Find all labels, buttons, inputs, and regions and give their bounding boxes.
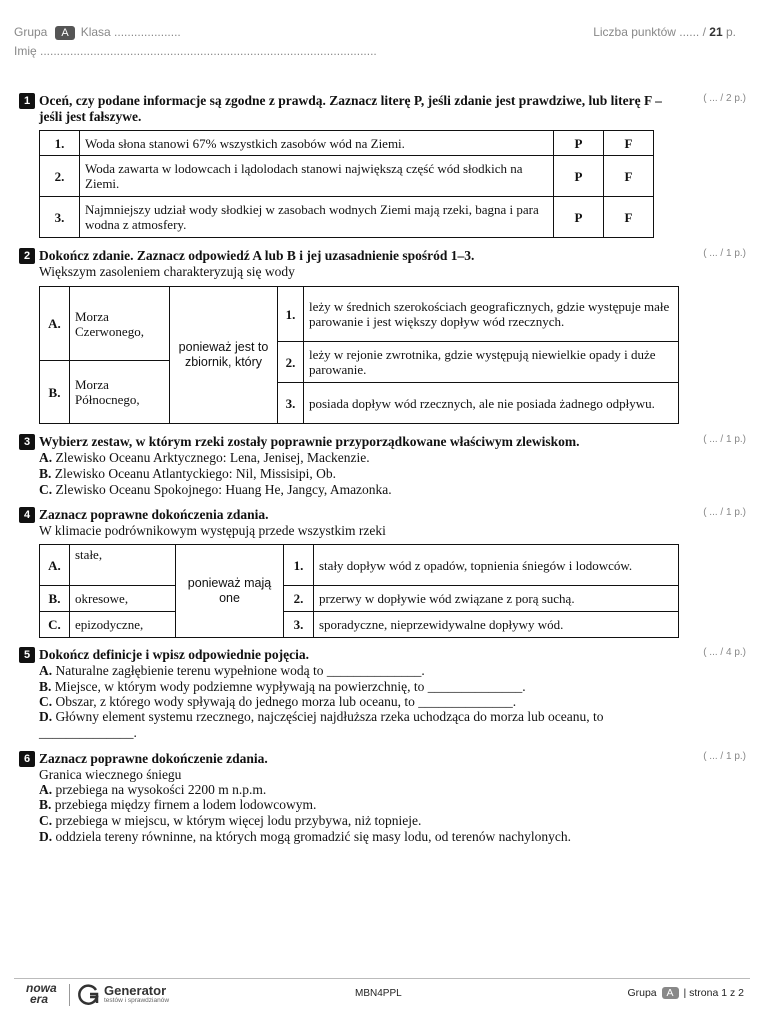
question-5-title: Dokończ definicje i wpisz odpowiednie pojęcia. [39,647,309,662]
question-number-5: 5 [19,647,35,663]
class-field: Klasa .................... [80,25,181,39]
generator-subtitle: testów i sprawdzianów [104,997,170,1004]
points-suffix: p. [725,25,736,39]
q1-true-option[interactable]: P [554,131,604,156]
points-summary [593,25,736,39]
q2-reason-text[interactable]: leży w średnich szerokościach geograficznych, gdzie występuje małe parowanie i jest większy dopływ wód rzecznych. [304,287,679,342]
q2-option-letter[interactable]: A. [40,287,70,361]
nowa-era-logo: nowa era [26,981,57,1006]
q4-option-letter[interactable]: B. [40,586,70,612]
document-code: MBN4PPL [355,988,402,999]
q4-connector: ponieważ mają one [176,545,284,638]
header-group [14,25,181,40]
question-5-points: ( ... / 4 p.) [703,647,746,658]
points-total: 21 [709,25,723,39]
answer-option[interactable]: C. przebiega w miejscu, w którym więcej lodu przybywa, niż topnieje. [39,813,422,828]
q4-option-text[interactable]: stałe, [70,545,176,586]
q1-row-text: Woda słona stanowi 67% wszystkich zasobów wód na Ziemi. [80,131,554,156]
q4-reason-text[interactable]: stały dopływ wód z opadów, topnienia śniegów i lodowców. [314,545,679,586]
question-number-3: 3 [19,434,35,450]
definition-item[interactable]: A. Naturalne zagłębienie terenu wypełnione wodą to ______________. [39,663,425,678]
q4-reason-text[interactable]: przerwy w dopływie wód związane z porą suchą. [314,586,679,612]
q4-reason-number[interactable]: 1. [284,545,314,586]
points-label: Liczba punktów ...... / [593,25,706,39]
question-4-title: Zaznacz poprawne dokończenia zdania. [39,507,269,522]
q1-true-option[interactable]: P [554,197,604,238]
q2-connector: ponieważ jest to zbiornik, który [170,287,278,424]
logo-divider [69,984,70,1006]
question-3-title: Wybierz zestaw, w którym rzeki zostały poprawnie przyporządkowane właściwym zlewiskom. [39,434,580,449]
q1-false-option[interactable]: F [604,197,654,238]
question-4-stem: W klimacie podrównikowym występują przede wszystkim rzeki [39,523,386,538]
q2-reason-number[interactable]: 1. [278,287,304,342]
question-number-1: 1 [19,93,35,109]
group-badge: A [55,26,74,40]
q4-option-text[interactable]: epizodyczne, [70,612,176,638]
q2-option-text[interactable]: Morza Północnego, [70,361,170,424]
question-1-points: ( ... / 2 p.) [703,93,746,104]
question-number-4: 4 [19,507,35,523]
q4-option-letter[interactable]: A. [40,545,70,586]
definition-item[interactable]: C. Obszar, z którego wody spływają do jednego morza lub oceanu, to ______________. [39,694,517,709]
q1-row-text: Najmniejszy udział wody słodkiej w zasobach wodnych Ziemi mają rzeki, bagna i para wodna z atmosfery. [80,197,554,238]
definition-item[interactable]: B. Miejsce, w którym wody podziemne wypływają na powierzchnię, to ______________. [39,679,526,694]
question-2-points: ( ... / 1 p.) [703,248,746,259]
q1-row-number: 3. [40,197,80,238]
generator-title: Generator [104,983,167,998]
question-6-stem: Granica wiecznego śniegu [39,767,182,782]
q2-reason-number[interactable]: 2. [278,342,304,383]
question-number-6: 6 [19,751,35,767]
answer-option[interactable]: C. Zlewisko Oceanu Spokojnego: Huang He, Jangcy, Amazonka. [39,482,392,497]
answer-option[interactable]: B. przebiega między firnem a lodem lodowcowym. [39,797,317,812]
q1-row-number: 1. [40,131,80,156]
answer-option[interactable]: A. Zlewisko Oceanu Arktycznego: Lena, Jenisej, Mackenzie. [39,450,370,465]
answer-option[interactable]: B. Zlewisko Oceanu Atlantyckiego: Nil, Missisipi, Ob. [39,466,336,481]
q2-reason-text[interactable]: leży w rejonie zwrotnika, gdzie występują niewielkie opady i duże parowanie. [304,342,679,383]
q1-false-option[interactable]: F [604,156,654,197]
definition-item[interactable]: D. Główny element systemu rzecznego, najczęściej najdłuższa rzeka uchodząca do morza lub oceanu, to [39,709,604,724]
question-2-stem: Większym zasoleniem charakteryzują się wody [39,264,295,279]
q1-true-option[interactable]: P [554,156,604,197]
q4-reason-number[interactable]: 3. [284,612,314,638]
q2-option-letter[interactable]: B. [40,361,70,424]
question-6-title: Zaznacz poprawne dokończenie zdania. [39,751,268,766]
q1-false-option[interactable]: F [604,131,654,156]
q2-reason-text[interactable]: posiada dopływ wód rzecznych, ale nie posiada żadnego odpływu. [304,383,679,424]
q1-table [39,130,654,238]
answer-option[interactable]: A. przebiega na wysokości 2200 m n.p.m. [39,782,267,797]
footer-group-badge: A [662,987,679,999]
q1-row-text: Woda zawarta w lodowcach i lądolodach stanowi największą część wód słodkich na Ziemi. [80,156,554,197]
answer-option[interactable]: D. oddziela tereny równinne, na których mogą gromadzić się masy lodu, od terenów nachylonych. [39,829,571,844]
question-4-points: ( ... / 1 p.) [703,507,746,518]
footer-divider [14,978,750,979]
question-number-2: 2 [19,248,35,264]
question-6-points: ( ... / 1 p.) [703,751,746,762]
definition-blank[interactable]: ______________. [39,725,137,740]
question-3-points: ( ... / 1 p.) [703,434,746,445]
question-1-title: Oceń, czy podane informacje są zgodne z prawdą. Zaznacz literę P, jeśli zdanie jest prawdziwe, lub literę F – jeśli jest fałszywe. [39,93,662,124]
q2-table [39,286,679,424]
q4-option-text[interactable]: okresowe, [70,586,176,612]
q2-reason-number[interactable]: 3. [278,383,304,424]
q2-option-text[interactable]: Morza Czerwonego, [70,287,170,361]
q4-reason-number[interactable]: 2. [284,586,314,612]
footer-page-info: Grupa A | strona 1 z 2 [627,987,744,999]
generator-logo-icon [77,983,101,1011]
q1-row-number: 2. [40,156,80,197]
name-field: Imię ..................................................................................................... [14,44,377,58]
q4-table [39,544,679,638]
q4-option-letter[interactable]: C. [40,612,70,638]
group-label: Grupa [14,25,48,39]
question-2-title: Dokończ zdanie. Zaznacz odpowiedź A lub B i jej uzasadnienie spośród 1–3. [39,248,475,263]
q4-reason-text[interactable]: sporadyczne, nieprzewidywalne dopływy wód. [314,612,679,638]
